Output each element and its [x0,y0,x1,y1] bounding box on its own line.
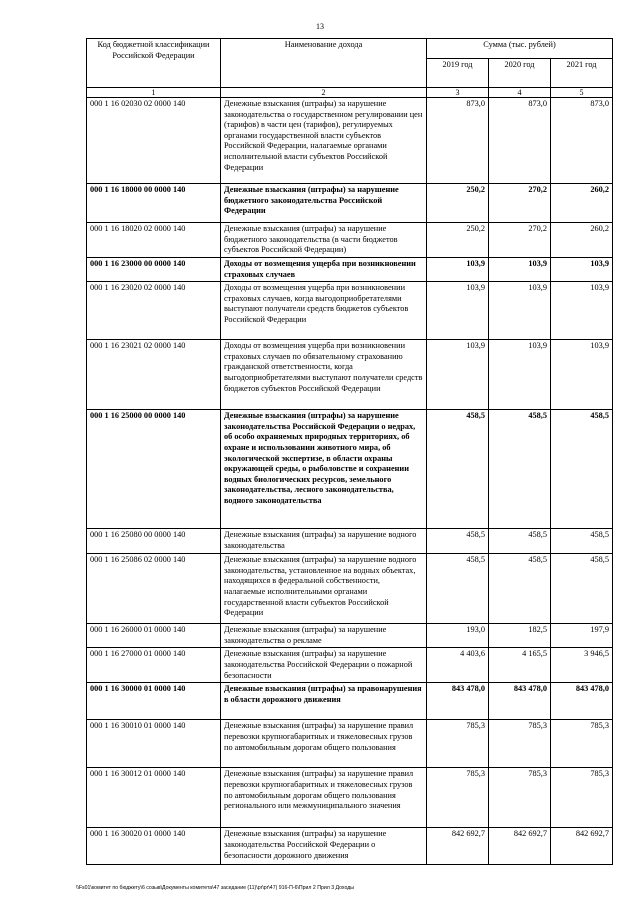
row-name: Денежные взыскания (штрафы) за правонарушения в области дорожного движения [221,683,427,720]
row-value-2019: 458,5 [427,410,489,529]
row-value-2021: 3 946,5 [551,648,613,683]
row-value-2020: 103,9 [489,340,551,410]
col-number-4: 4 [489,88,551,98]
row-value-2020: 873,0 [489,98,551,184]
row-code: 000 1 16 30012 01 0000 140 [87,768,221,828]
table-row [87,768,613,828]
row-value-2020: 4 165,5 [489,648,551,683]
row-name: Денежные взыскания (штрафы) за нарушение правил перевозки крупногабаритных и тяжеловесных грузов по автомобильным дорогам общего пользования [221,720,427,768]
row-name: Доходы от возмещения ущерба при возникновении страховых случаев по обязательному страхованию гражданской ответственности, когда выгодоприобретателями выступают получатели средств бюджетов субъектов Российской Федерации [221,340,427,410]
row-value-2021: 103,9 [551,282,613,340]
col-number-2: 2 [221,88,427,98]
row-value-2020: 458,5 [489,529,551,554]
row-value-2021: 785,3 [551,720,613,768]
row-value-2019: 785,3 [427,768,489,828]
table-row [87,828,613,865]
row-value-2020: 270,2 [489,223,551,258]
header-year-2021: 2021 год [551,59,613,88]
table-row [87,223,613,258]
row-name: Денежные взыскания (штрафы) за нарушение бюджетного законодательства Российской Федерации [221,184,427,223]
row-value-2021: 458,5 [551,554,613,624]
row-value-2019: 103,9 [427,282,489,340]
table-row [87,720,613,768]
row-value-2019: 250,2 [427,184,489,223]
row-value-2019: 250,2 [427,223,489,258]
row-value-2020: 785,3 [489,720,551,768]
col-number-3: 3 [427,88,489,98]
table-row [87,624,613,648]
row-value-2020: 842 692,7 [489,828,551,865]
row-name: Денежные взыскания (штрафы) за нарушение законодательства Российской Федерации о пожарной безопасности [221,648,427,683]
row-code: 000 1 16 18020 02 0000 140 [87,223,221,258]
row-value-2019: 843 478,0 [427,683,489,720]
row-name: Денежные взыскания (штрафы) за нарушение водного законодательства [221,529,427,554]
table-row [87,258,613,282]
row-name: Денежные взыскания (штрафы) за нарушение бюджетного законодательства (в части бюджетов субъектов Российской Федерации) [221,223,427,258]
row-value-2021: 843 478,0 [551,683,613,720]
file-path-footer: \\Fs01\комитет по бюджету\6 созыв\Документы комитета\47 заседание (11)\pr\pr\47) 916-П-6\Прил 2 Прил 3 Доходы [76,885,354,891]
row-value-2021: 103,9 [551,340,613,410]
row-code: 000 1 16 02030 02 0000 140 [87,98,221,184]
row-code: 000 1 16 27000 01 0000 140 [87,648,221,683]
header-code: Код бюджетной классификации Российской Федерации [87,39,221,88]
table-row [87,184,613,223]
page-number: 13 [316,22,324,31]
row-code: 000 1 16 25000 00 0000 140 [87,410,221,529]
row-value-2019: 458,5 [427,554,489,624]
row-value-2019: 4 403,6 [427,648,489,683]
row-value-2020: 458,5 [489,554,551,624]
row-value-2019: 103,9 [427,258,489,282]
row-value-2021: 458,5 [551,529,613,554]
row-value-2020: 103,9 [489,282,551,340]
header-sum: Сумма (тыс. рублей) [427,39,613,59]
header-year-2019: 2019 год [427,59,489,88]
row-value-2020: 270,2 [489,184,551,223]
row-value-2021: 260,2 [551,184,613,223]
row-value-2019: 842 692,7 [427,828,489,865]
row-name: Денежные взыскания (штрафы) за нарушение правил перевозки крупногабаритных и тяжеловесных грузов по автомобильным дорогам общего пользования регионального или межмуниципального значения [221,768,427,828]
table-row [87,410,613,529]
row-value-2021: 458,5 [551,410,613,529]
row-code: 000 1 16 30010 01 0000 140 [87,720,221,768]
revenue-table [86,38,613,865]
table-row [87,529,613,554]
table-row [87,282,613,340]
row-value-2020: 458,5 [489,410,551,529]
col-number-1: 1 [87,88,221,98]
table-row [87,648,613,683]
row-name: Денежные взыскания (штрафы) за нарушение законодательства Российской Федерации о недрах, об особо охраняемых природных территориях, об охране и использовании животного мира, об экологической экспертизе, в области охраны окружающей среды, о рыболовстве и сохранении водных биологических ресурсов, земельного законодательства, лесного законодательства, водного законодательства [221,410,427,529]
table-row [87,683,613,720]
row-name: Денежные взыскания (штрафы) за нарушение законодательства о государственном регулировании цен (тарифов) в части цен (тарифов), регулируемых органами государственной власти субъектов Российской Федерации, налагаемые органами исполнительной власти субъектов Российской Федерации [221,98,427,184]
row-name: Денежные взыскания (штрафы) за нарушение водного законодательства, установленное на водных объектах, находящихся в федеральной собственности, налагаемые исполнительными органами государственной власти субъектов Российской Федерации [221,554,427,624]
col-number-5: 5 [551,88,613,98]
row-value-2020: 103,9 [489,258,551,282]
row-value-2019: 873,0 [427,98,489,184]
row-code: 000 1 16 23020 02 0000 140 [87,282,221,340]
row-value-2020: 785,3 [489,768,551,828]
row-value-2019: 193,0 [427,624,489,648]
table-row [87,554,613,624]
row-value-2021: 785,3 [551,768,613,828]
row-value-2021: 103,9 [551,258,613,282]
row-code: 000 1 16 23000 00 0000 140 [87,258,221,282]
row-code: 000 1 16 23021 02 0000 140 [87,340,221,410]
table-row [87,98,613,184]
row-name: Доходы от возмещения ущерба при возникновении страховых случаев [221,258,427,282]
row-value-2019: 103,9 [427,340,489,410]
row-code: 000 1 16 25086 02 0000 140 [87,554,221,624]
row-name: Денежные взыскания (штрафы) за нарушение законодательства Российской Федерации о безопасности дорожного движения [221,828,427,865]
row-code: 000 1 16 30000 01 0000 140 [87,683,221,720]
row-value-2019: 458,5 [427,529,489,554]
row-code: 000 1 16 30020 01 0000 140 [87,828,221,865]
row-code: 000 1 16 18000 00 0000 140 [87,184,221,223]
row-value-2021: 842 692,7 [551,828,613,865]
row-value-2020: 843 478,0 [489,683,551,720]
row-value-2021: 260,2 [551,223,613,258]
row-name: Денежные взыскания (штрафы) за нарушение законодательства о рекламе [221,624,427,648]
table-body [87,98,613,865]
row-code: 000 1 16 26000 01 0000 140 [87,624,221,648]
row-name: Доходы от возмещения ущерба при возникновении страховых случаев, когда выгодоприобретателями выступают получатели средств бюджетов субъектов Российской Федерации [221,282,427,340]
row-value-2020: 182,5 [489,624,551,648]
row-value-2021: 197,9 [551,624,613,648]
header-year-2020: 2020 год [489,59,551,88]
row-value-2019: 785,3 [427,720,489,768]
row-code: 000 1 16 25080 00 0000 140 [87,529,221,554]
table-row [87,340,613,410]
header-name: Наименование дохода [221,39,427,88]
row-value-2021: 873,0 [551,98,613,184]
